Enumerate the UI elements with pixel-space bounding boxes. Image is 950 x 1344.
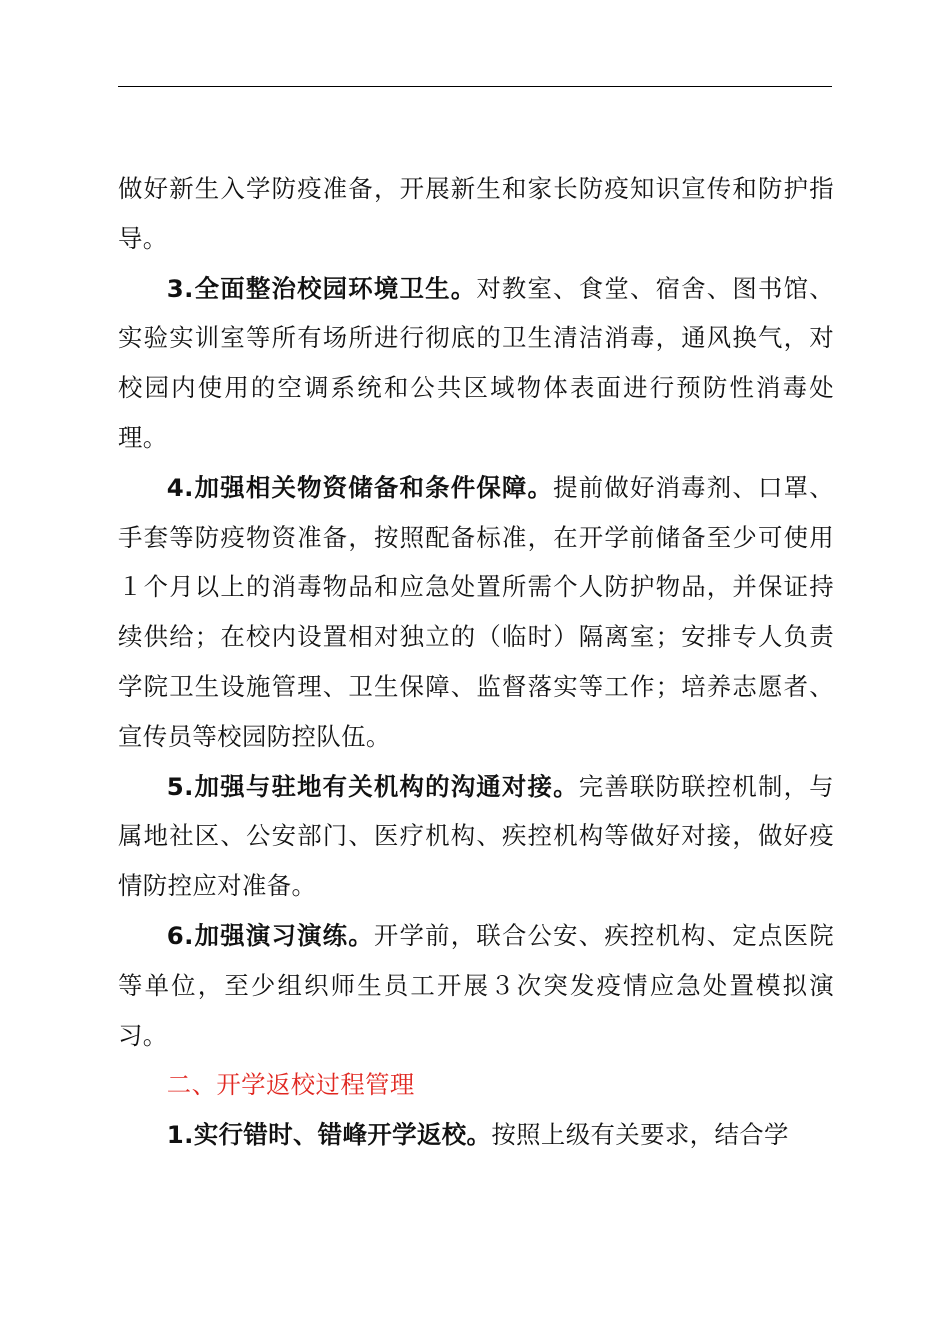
paragraph-lead: 5.加强与驻地有关机构的沟通对接。 <box>166 771 579 801</box>
paragraph-text: 开学前，联合公安、疾控机构、定点医院等单位，至少组织师生员工开展３次突发疫情应急处置模拟演习。 <box>118 920 835 1050</box>
paragraph-environment-hygiene <box>118 264 834 463</box>
paragraph-staggered-return <box>118 1110 834 1160</box>
paragraph-lead: 3.全面整治校园环境卫生。 <box>166 273 477 303</box>
paragraph-lead: 6.加强演习演练。 <box>166 920 374 950</box>
paragraph-drills <box>118 911 834 1060</box>
paragraph-text: 提前做好消毒剂、口罩、手套等防疫物资准备，按照配备标准，在开学前储备至少可使用１个月以上的消毒物品和应急处置所需个人防护物品，并保证持续供给；在校内设置相对独立的（临时）隔离室；安排专人负责学院卫生设施管理、卫生保障、监督落实等工作；培养志愿者、宣传员等校园防控队伍。 <box>118 472 834 751</box>
paragraph-continuation <box>118 164 834 264</box>
paragraph-text: 对教室、食堂、宿舍、图书馆、实验实训室等所有场所进行彻底的卫生清洁消毒，通风换气，对校园内使用的空调系统和公共区域物体表面进行预防性消毒处理。 <box>118 273 835 452</box>
paragraph-lead: 1.实行错时、错峰开学返校。 <box>166 1120 492 1150</box>
paragraph-text: 完善联防联控机制，与属地社区、公安部门、医疗机构、疾控机构等做好对接，做好疫情防控应对准备。 <box>118 771 834 901</box>
paragraph-agency-coordination <box>118 762 834 911</box>
paragraph-text: 按照上级有关要求，结合学 <box>491 1120 789 1150</box>
section-heading: 二、开学返校过程管理 <box>166 1070 415 1100</box>
header-rule <box>118 86 832 87</box>
paragraph-lead: 4.加强相关物资储备和条件保障。 <box>166 472 554 502</box>
document-body <box>118 164 834 1160</box>
paragraph-supplies-reserve <box>118 463 834 762</box>
paragraph-text: 做好新生入学防疫准备，开展新生和家长防疫知识宣传和防护指导。 <box>118 174 834 253</box>
